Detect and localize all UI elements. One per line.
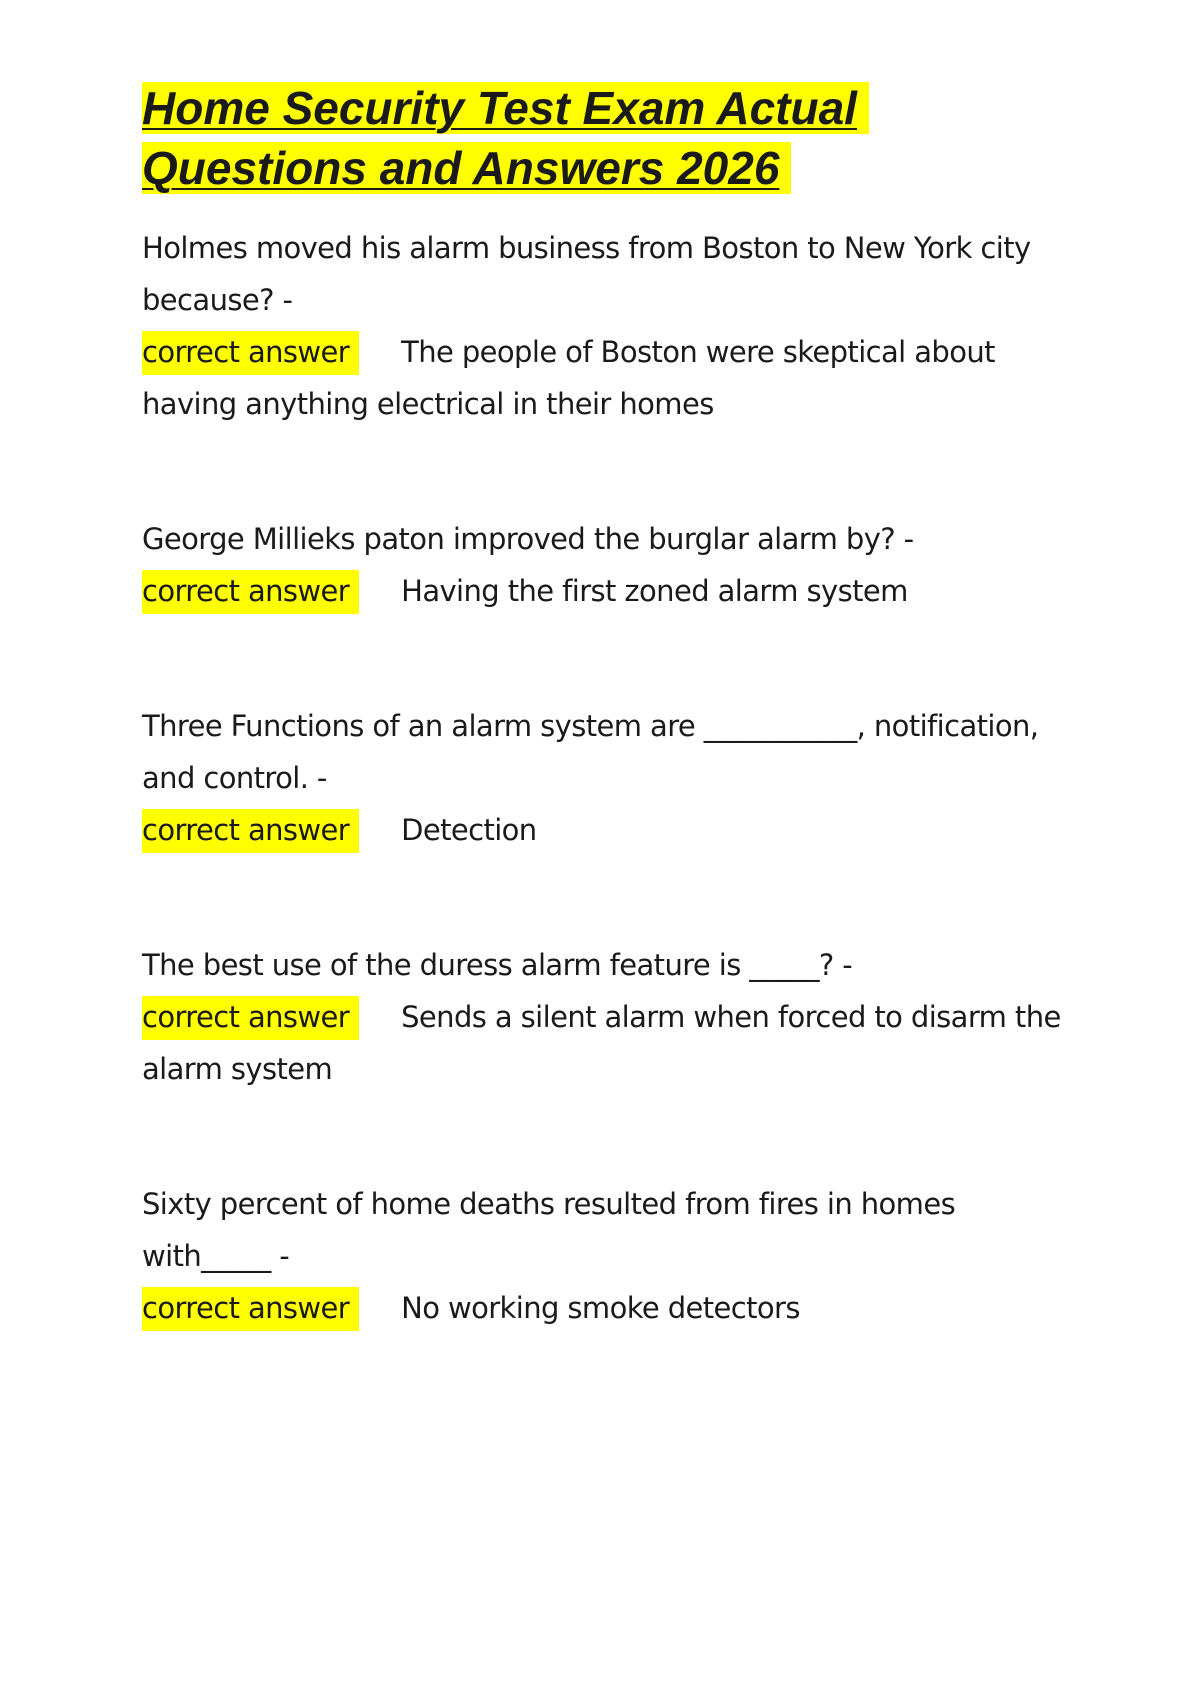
question-text: Sixty percent of home deaths resulted from fires in homes with_____ - xyxy=(142,1187,956,1273)
answer-line xyxy=(142,326,1062,430)
correct-answer-label: correct answer xyxy=(142,996,359,1040)
qa-item xyxy=(142,1178,1062,1334)
correct-answer-label: correct answer xyxy=(142,331,359,375)
question-text: Holmes moved his alarm business from Boston to New York city because? - xyxy=(142,231,1031,317)
document-page xyxy=(142,78,1062,1334)
qa-item xyxy=(142,222,1062,430)
correct-answer-label: correct answer xyxy=(142,570,359,614)
answer-text: Sends a silent alarm when forced to disarm the alarm system xyxy=(142,1000,1061,1086)
question-text: The best use of the duress alarm feature is _____? - xyxy=(142,948,853,982)
answer-line xyxy=(142,1282,1062,1334)
answer-line xyxy=(142,991,1062,1095)
title-line-2: Questions and Answers 2026 xyxy=(142,142,791,194)
question-text: George Millieks paton improved the burglar alarm by? - xyxy=(142,522,914,556)
correct-answer-label: correct answer xyxy=(142,1287,359,1331)
correct-answer-label: correct answer xyxy=(142,809,359,853)
document-title xyxy=(142,78,1062,198)
answer-line xyxy=(142,804,1062,856)
qa-item xyxy=(142,513,1062,617)
qa-item xyxy=(142,700,1062,856)
question-text: Three Functions of an alarm system are ___________, notification, and control. - xyxy=(142,709,1039,795)
answer-text: The people of Boston were skeptical about having anything electrical in their homes xyxy=(142,335,995,421)
title-line-1: Home Security Test Exam Actual xyxy=(142,82,869,134)
qa-item xyxy=(142,939,1062,1095)
answer-text: No working smoke detectors xyxy=(401,1291,800,1325)
answer-text: Having the first zoned alarm system xyxy=(401,574,908,608)
qa-list xyxy=(142,222,1062,1334)
answer-text: Detection xyxy=(401,813,537,847)
answer-line xyxy=(142,565,1062,617)
